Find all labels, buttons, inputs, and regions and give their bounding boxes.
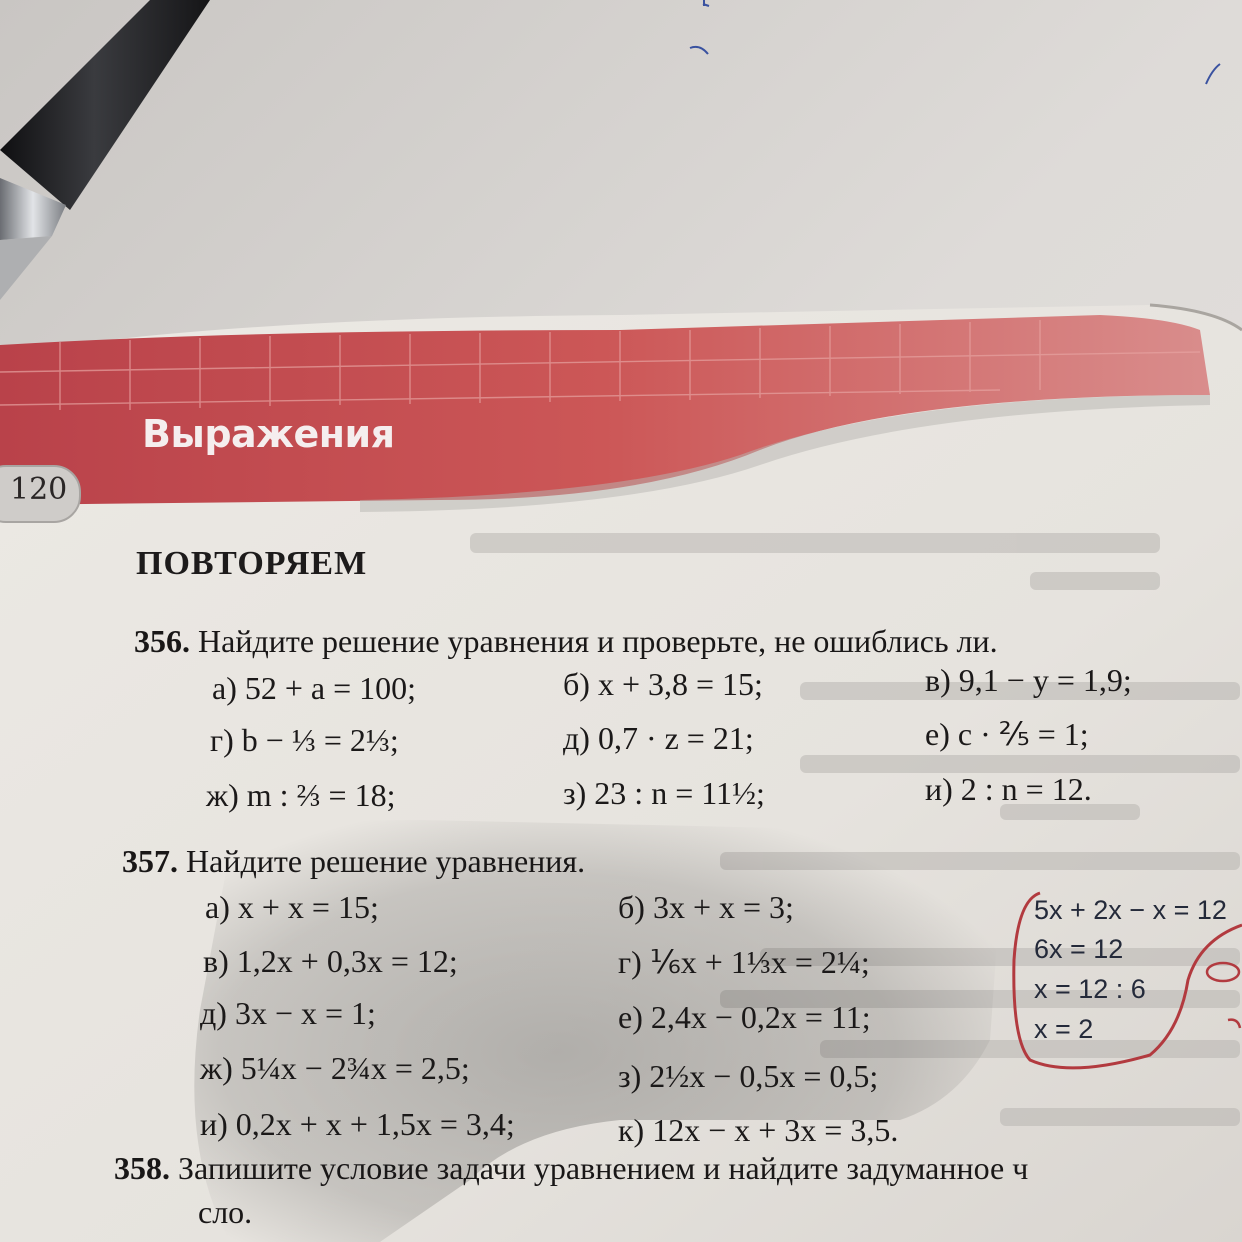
- chapter-title: Выражения: [142, 412, 395, 456]
- handwritten-line: 5x + 2x − x = 12: [1034, 895, 1227, 925]
- handwritten-line: x = 2: [1034, 1014, 1094, 1044]
- section-title: ПОВТОРЯЕМ: [136, 545, 368, 582]
- equation-item: з) 23 : n = 11½;: [563, 775, 765, 811]
- equation-item: и) 0,2x + x + 1,5x = 3,4;: [200, 1106, 515, 1142]
- equation-item: з) 2½x − 0,5x = 0,5;: [618, 1058, 879, 1094]
- equation-item: б) x + 3,8 = 15;: [563, 666, 763, 702]
- task-358-continuation: сло.: [198, 1194, 253, 1230]
- task-356-heading: [134, 623, 998, 660]
- task-text: Найдите решение уравнения и проверьте, не ошиблись ли.: [198, 623, 998, 659]
- equation-item: в) 9,1 − y = 1,9;: [925, 662, 1132, 698]
- equation-item: в) 1,2x + 0,3x = 12;: [203, 943, 458, 979]
- task-number: 356.: [134, 623, 190, 659]
- equation-item: а) x + x = 15;: [205, 889, 379, 925]
- equation-item: ж) 5¼x − 2¾x = 2,5;: [200, 1050, 470, 1086]
- task-number: 358.: [114, 1150, 170, 1186]
- task-number: 357.: [122, 843, 178, 879]
- equation-item: е) c · ⅖ = 1;: [925, 716, 1089, 752]
- equation-item: б) 3x + x = 3;: [618, 889, 794, 925]
- equation-item: и) 2 : n = 12.: [925, 771, 1092, 807]
- handwritten-line: x = 12 : 6: [1034, 974, 1146, 1004]
- equation-item: г) b − ⅓ = 2⅓;: [210, 722, 399, 758]
- page-number: 120: [10, 472, 68, 507]
- equation-item: а) 52 + a = 100;: [212, 670, 417, 706]
- handwritten-line: 6x = 12: [1034, 934, 1124, 964]
- equation-item: г) ⅙x + 1⅓x = 2¼;: [618, 944, 870, 980]
- equation-item: к) 12x − x + 3x = 3,5.: [618, 1112, 899, 1148]
- task-358-heading: [114, 1150, 1028, 1187]
- equation-item: ж) m : ⅔ = 18;: [206, 777, 396, 813]
- equation-item: е) 2,4x − 0,2x = 11;: [618, 999, 871, 1035]
- equation-item: д) 3x − x = 1;: [200, 995, 376, 1031]
- equation-item: д) 0,7 · z = 21;: [563, 720, 754, 756]
- task-357-heading: [122, 843, 585, 880]
- task-text: Запишите условие задачи уравнением и найдите задуманное ч: [178, 1150, 1029, 1186]
- task-text: Найдите решение уравнения.: [186, 843, 586, 879]
